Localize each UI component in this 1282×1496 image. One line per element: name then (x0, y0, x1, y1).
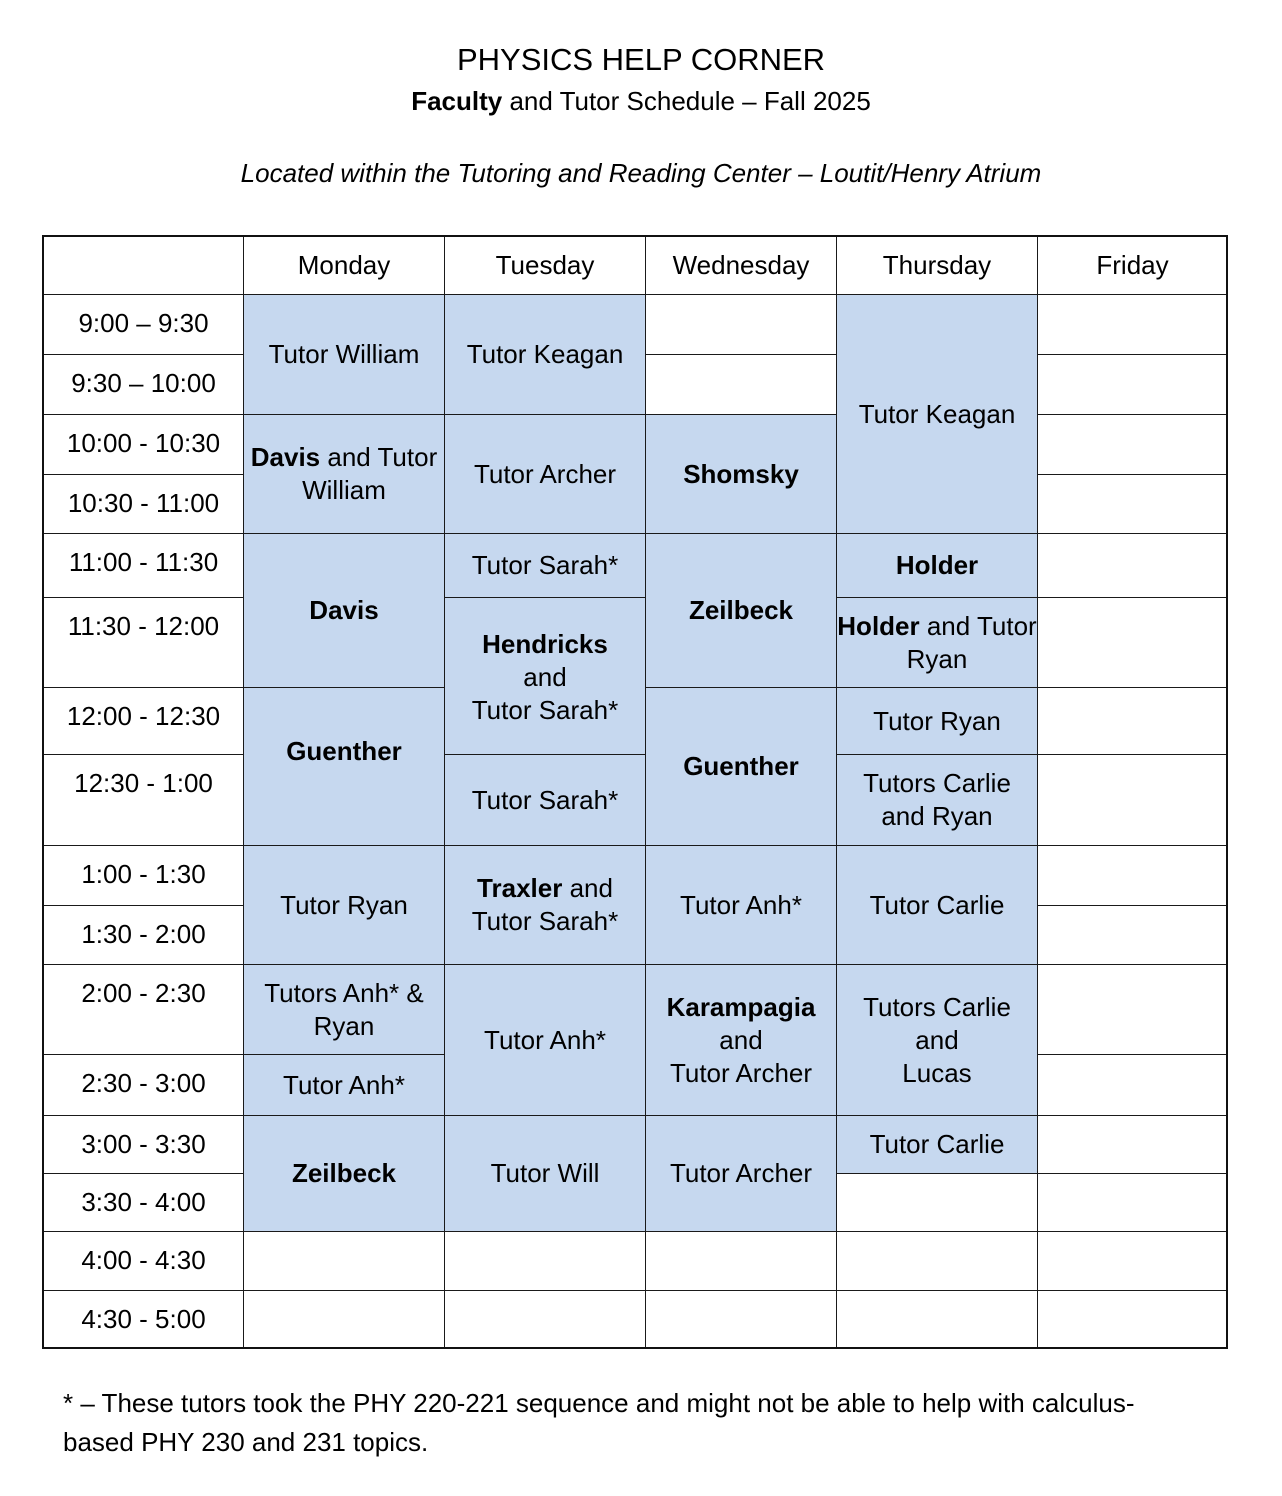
time-cell: 10:00 - 10:30 (43, 414, 244, 475)
header-wednesday: Wednesday (645, 236, 837, 295)
time-cell: 12:30 - 1:00 (43, 754, 244, 846)
thursday-slot: Tutor Carlie (836, 1115, 1038, 1174)
time-cell: 4:00 - 4:30 (43, 1231, 244, 1291)
tuesday-slot: Tutor Archer (444, 414, 646, 534)
empty-slot (1037, 687, 1228, 755)
empty-slot (1037, 597, 1228, 688)
empty-slot (1037, 533, 1228, 598)
monday-slot: Davis (243, 533, 445, 688)
header-thursday: Thursday (836, 236, 1038, 295)
wednesday-slot: Karampagia and Tutor Archer (645, 964, 837, 1116)
time-cell: 3:30 - 4:00 (43, 1173, 244, 1232)
empty-slot (1037, 354, 1228, 415)
tuesday-slot: Tutor Keagan (444, 294, 646, 415)
wednesday-slot: Tutor Archer (645, 1115, 837, 1232)
empty-slot (1037, 905, 1228, 965)
time-cell: 10:30 - 11:00 (43, 474, 244, 534)
empty-slot (444, 1231, 646, 1291)
empty-slot (645, 294, 837, 355)
empty-slot (836, 1173, 1038, 1232)
empty-slot (444, 1290, 646, 1349)
monday-slot: Tutors Anh* & Ryan (243, 964, 445, 1055)
empty-slot (1037, 1231, 1228, 1291)
empty-slot (243, 1231, 445, 1291)
page-title: PHYSICS HELP CORNER (456, 42, 826, 77)
time-cell: 3:00 - 3:30 (43, 1115, 244, 1174)
tuesday-slot: Hendricks and Tutor Sarah* (444, 597, 646, 755)
thursday-slot: Tutor Ryan (836, 687, 1038, 755)
wednesday-slot: Shomsky (645, 414, 837, 534)
monday-slot: Zeilbeck (243, 1115, 445, 1232)
header-friday: Friday (1037, 236, 1228, 295)
tuesday-slot: Tutor Sarah* (444, 533, 646, 598)
subtitle-bold: Faculty (411, 86, 503, 116)
monday-slot: Tutor William (243, 294, 445, 415)
empty-slot (645, 1231, 837, 1291)
time-cell: 2:00 - 2:30 (43, 964, 244, 1055)
empty-slot (1037, 964, 1228, 1055)
empty-slot (1037, 474, 1228, 534)
empty-slot (1037, 754, 1228, 846)
monday-slot: Tutor Anh* (243, 1054, 445, 1116)
monday-slot: Guenther (243, 687, 445, 846)
empty-slot (1037, 294, 1228, 355)
time-cell: 11:30 - 12:00 (43, 597, 244, 688)
empty-slot (1037, 845, 1228, 906)
wednesday-slot: Guenther (645, 687, 837, 846)
tuesday-slot: Tutor Will (444, 1115, 646, 1232)
time-cell: 2:30 - 3:00 (43, 1054, 244, 1116)
time-cell: 12:00 - 12:30 (43, 687, 244, 755)
thursday-slot: Holder (836, 533, 1038, 598)
page-subtitle (0, 86, 1282, 117)
empty-slot (645, 1290, 837, 1349)
thursday-slot: Tutor Keagan (836, 294, 1038, 534)
wednesday-slot: Zeilbeck (645, 533, 837, 688)
header-tuesday: Tuesday (444, 236, 646, 295)
empty-slot (1037, 1054, 1228, 1116)
monday-slot: Tutor Ryan (243, 845, 445, 965)
time-cell: 1:00 - 1:30 (43, 845, 244, 906)
thursday-slot: Tutors Carlie and Ryan (836, 754, 1038, 846)
tuesday-slot: Tutor Sarah* (444, 754, 646, 846)
empty-slot (836, 1290, 1038, 1349)
footnote: * – These tutors took the PHY 220-221 sequence and might not be able to help with calculus-based PHY 230 and 231 topics. (63, 1388, 1135, 1457)
time-cell: 9:00 – 9:30 (43, 294, 244, 355)
thursday-slot: Tutors Carlie and Lucas (836, 964, 1038, 1116)
empty-slot (836, 1231, 1038, 1291)
monday-slot: Davis and Tutor William (243, 414, 445, 534)
empty-slot (1037, 1173, 1228, 1232)
header-corner (43, 236, 244, 295)
header-monday: Monday (243, 236, 445, 295)
empty-slot (1037, 1115, 1228, 1174)
empty-slot (1037, 414, 1228, 475)
tuesday-slot: Traxler and Tutor Sarah* (444, 845, 646, 965)
time-cell: 1:30 - 2:00 (43, 905, 244, 965)
location-line: Located within the Tutoring and Reading Center – Loutit/Henry Atrium (240, 158, 1042, 188)
wednesday-slot: Tutor Anh* (645, 845, 837, 965)
thursday-slot: Tutor Carlie (836, 845, 1038, 965)
empty-slot (1037, 1290, 1228, 1349)
subtitle-rest: and Tutor Schedule – Fall 2025 (502, 86, 871, 116)
time-cell: 11:00 - 11:30 (43, 533, 244, 598)
tuesday-slot: Tutor Anh* (444, 964, 646, 1116)
empty-slot (243, 1290, 445, 1349)
thursday-slot: Holder and Tutor Ryan (836, 597, 1038, 688)
time-cell: 4:30 - 5:00 (43, 1290, 244, 1349)
time-cell: 9:30 – 10:00 (43, 354, 244, 415)
empty-slot (645, 354, 837, 415)
